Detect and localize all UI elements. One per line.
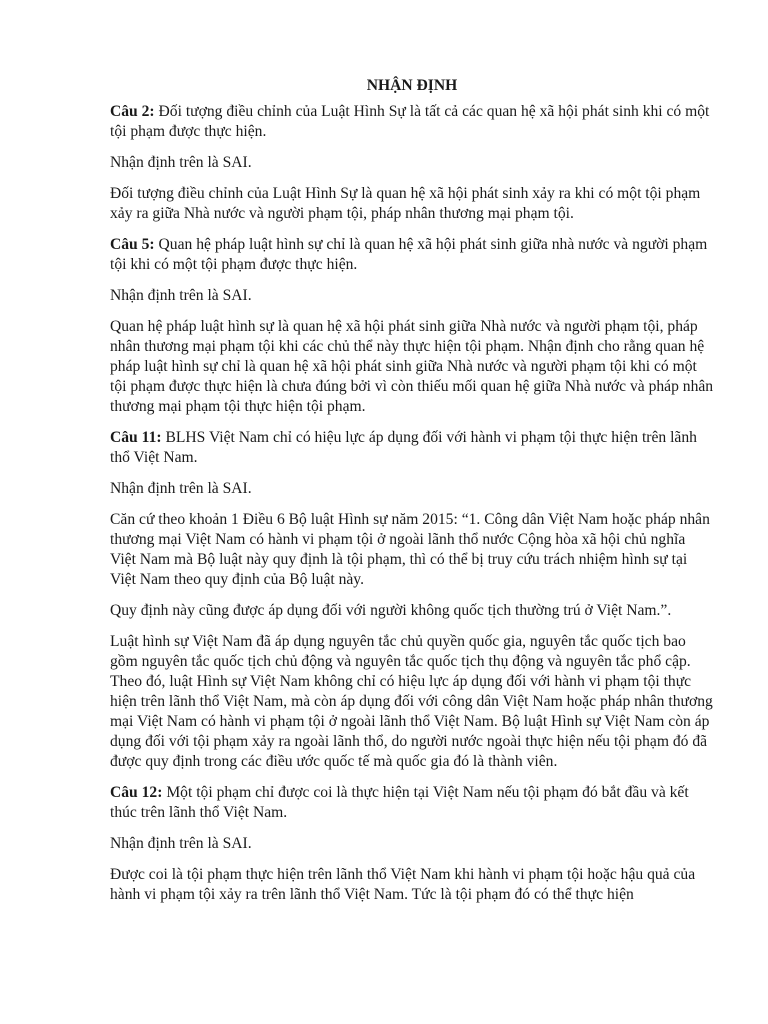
- question-12-statement: Một tội phạm chỉ được coi là thực hiện tại Việt Nam nếu tội phạm đó bắt đầu và kết thúc trên lãnh thổ Việt Nam.: [110, 784, 689, 821]
- question-2-statement: Đối tượng điều chỉnh của Luật Hình Sự là tất cả các quan hệ xã hội phát sinh khi có một tội phạm được thực hiện.: [110, 103, 710, 140]
- question-5-explanation: Quan hệ pháp luật hình sự là quan hệ xã hội phát sinh giữa Nhà nước và người phạm tội, pháp nhân thương mại phạm tội khi các chủ thể này thực hiện tội phạm. Nhận định cho rằng quan hệ pháp luật hình sự chỉ là quan hệ xã hội phát sinh giữa Nhà nước và người phạm tội khi có một tội phạm được thực hiện là chưa đúng bởi vì còn thiếu mối quan hệ giữa Nhà nước và pháp nhân thương mại phạm tội thực hiện tội phạm.: [110, 318, 714, 415]
- document-title: NHẬN ĐỊNH: [366, 77, 458, 94]
- question-12-verdict: Nhận định trên là SAI.: [110, 835, 252, 852]
- question-5-statement: Quan hệ pháp luật hình sự chỉ là quan hệ xã hội phát sinh giữa nhà nước và người phạm tội khi có một tội phạm được thực hiện.: [110, 236, 708, 273]
- question-11-verdict: Nhận định trên là SAI.: [110, 480, 252, 497]
- document-body: [110, 76, 714, 916]
- question-5: [110, 235, 714, 275]
- question-2: [110, 102, 714, 142]
- question-2-explanation: Đối tượng điều chỉnh của Luật Hình Sự là quan hệ xã hội phát sinh xảy ra khi có một tội phạm xảy ra giữa Nhà nước và người phạm tội, pháp nhân thương mại phạm tội.: [110, 185, 701, 222]
- question-11-label: Câu 11:: [110, 429, 162, 446]
- question-11-citation-cont: Quy định này cũng được áp dụng đối với người không quốc tịch thường trú ở Việt Nam.”.: [110, 602, 672, 619]
- question-5-verdict: Nhận định trên là SAI.: [110, 287, 252, 304]
- question-5-label: Câu 5:: [110, 236, 155, 253]
- question-2-verdict: Nhận định trên là SAI.: [110, 154, 252, 171]
- question-12-explanation: Được coi là tội phạm thực hiện trên lãnh thổ Việt Nam khi hành vi phạm tội hoặc hậu quả của hành vi phạm tội xảy ra trên lãnh thổ Việt Nam. Tức là tội phạm đó có thể thực hiện: [110, 866, 696, 903]
- question-12-label: Câu 12:: [110, 784, 163, 801]
- question-11-citation: Căn cứ theo khoản 1 Điều 6 Bộ luật Hình sự năm 2015: “1. Công dân Việt Nam hoặc pháp nhân thương mại Việt Nam có hành vi phạm tội ở ngoài lãnh thổ nước Cộng hòa xã hội chủ nghĩa Việt Nam mà Bộ luật này quy định là tội phạm, thì có thể bị truy cứu trách nhiệm hình sự tại Việt Nam theo quy định của Bộ luật này.: [110, 511, 710, 588]
- question-11: [110, 428, 714, 468]
- question-2-label: Câu 2:: [110, 103, 155, 120]
- question-12: [110, 783, 714, 823]
- question-11-explanation: Luật hình sự Việt Nam đã áp dụng nguyên tắc chủ quyền quốc gia, nguyên tắc quốc tịch bao gồm nguyên tắc quốc tịch chủ động và nguyên tắc quốc tịch thụ động và nguyên tắc phổ cập. Theo đó, luật Hình sự Việt Nam không chỉ có hiệu lực áp dụng đối với hành vi phạm tội thực hiện trên lãnh thổ Việt Nam, mà còn áp dụng đối với công dân Việt Nam hoặc pháp nhân thương mại Việt Nam có hành vi phạm tội ở ngoài lãnh thổ Việt Nam. Bộ luật Hình sự Việt Nam còn áp dụng đối với tội phạm xảy ra ngoài lãnh thổ, do người nước ngoài thực hiện nếu tội phạm đó đã được quy định trong các điều ước quốc tế mà quốc gia đó là thành viên.: [110, 633, 713, 770]
- question-11-statement: BLHS Việt Nam chỉ có hiệu lực áp dụng đối với hành vi phạm tội thực hiện trên lãnh thổ Việt Nam.: [110, 429, 697, 466]
